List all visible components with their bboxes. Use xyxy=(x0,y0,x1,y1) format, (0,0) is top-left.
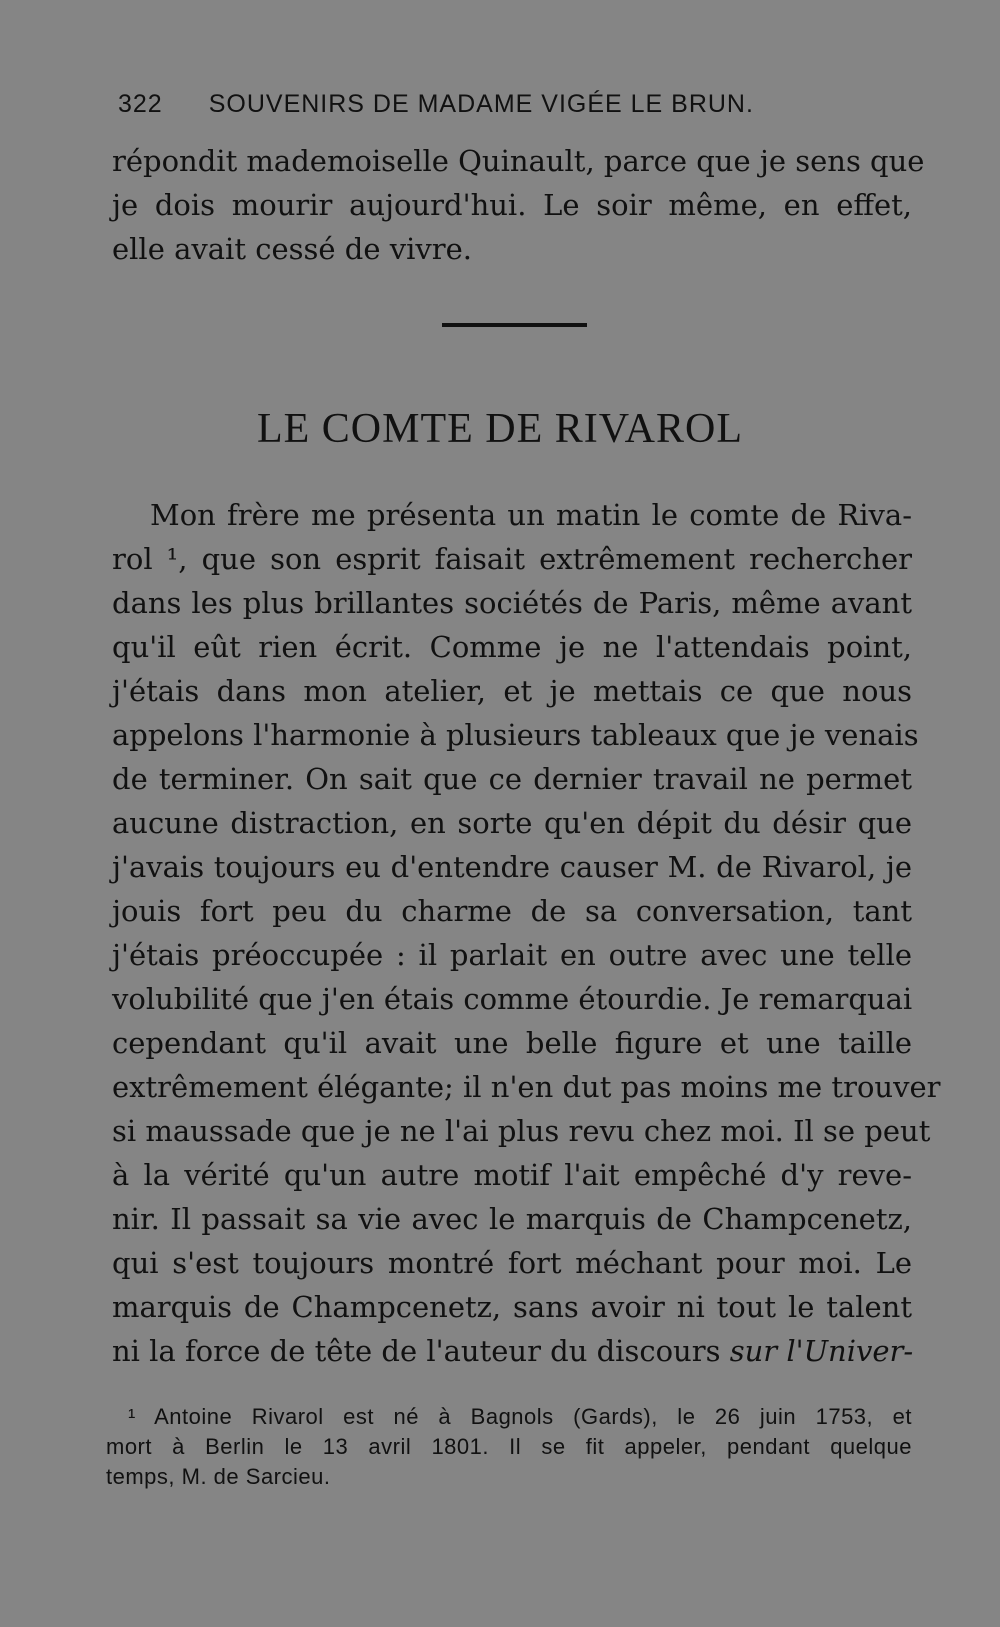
text-line: je dois mourir aujourd'hui. Le soir même, en effet, xyxy=(112,188,912,222)
text-line: j'étais préoccupée : il parlait en outre avec une telle xyxy=(112,938,912,972)
running-head-title: SOUVENIRS DE MADAME VIGÉE LE BRUN. xyxy=(208,90,754,118)
text-line-part: ni la force de tête de l'auteur du discours xyxy=(112,1334,730,1368)
footnote-line: ¹ Antoine Rivarol est né à Bagnols (Gards), le 26 juin 1753, et xyxy=(128,1404,912,1429)
text-line: à la vérité qu'un autre motif l'ait empêché d'y reve- xyxy=(112,1158,912,1192)
footnote-line: mort à Berlin le 13 avril 1801. Il se fit appeler, pendant quelque xyxy=(106,1434,912,1459)
page-number: 322 xyxy=(118,90,163,118)
text-line: de terminer. On sait que ce dernier travail ne permet xyxy=(112,762,912,796)
text-line: dans les plus brillantes sociétés de Paris, même avant xyxy=(112,586,912,620)
text-line: qu'il eût rien écrit. Comme je ne l'attendais point, xyxy=(112,630,912,664)
text-line: volubilité que j'en étais comme étourdie. Je remarquai xyxy=(112,982,913,1016)
text-line: jouis fort peu du charme de sa conversation, tant xyxy=(112,894,912,928)
text-line: nir. Il passait sa vie avec le marquis de Champcenetz, xyxy=(112,1202,912,1236)
text-line: qui s'est toujours montré fort méchant pour moi. Le xyxy=(112,1246,912,1280)
text-line: cependant qu'il avait une belle figure et une taille xyxy=(112,1026,912,1060)
text-line: aucune distraction, en sorte qu'en dépit du désir que xyxy=(112,806,912,840)
text-line-last xyxy=(112,1333,912,1369)
text-line: j'étais dans mon atelier, et je mettais ce que nous xyxy=(112,674,912,708)
running-head xyxy=(118,90,818,119)
text-line: j'avais toujours eu d'entendre causer M. de Rivarol, je xyxy=(112,850,912,884)
footnote-line: temps, M. de Sarcieu. xyxy=(106,1464,331,1489)
text-line: elle avait cessé de vivre. xyxy=(112,232,472,266)
text-line: rol ¹, que son esprit faisait extrêmement rechercher xyxy=(112,542,912,576)
italic-title-fragment: sur l'Univer- xyxy=(729,1334,914,1368)
text-line: marquis de Champcenetz, sans avoir ni tout le talent xyxy=(112,1290,912,1324)
section-divider xyxy=(442,323,587,327)
text-line: Mon frère me présenta un matin le comte de Riva- xyxy=(150,498,912,532)
text-line: répondit mademoiselle Quinault, parce que je sens que xyxy=(112,144,925,178)
chapter-title: LE COMTE DE RIVAROL xyxy=(256,406,744,452)
text-line: si maussade que je ne l'ai plus revu chez moi. Il se peut xyxy=(112,1114,931,1148)
text-line: extrêmement élégante; il n'en dut pas moins me trouver xyxy=(112,1070,941,1104)
text-line: appelons l'harmonie à plusieurs tableaux que je venais xyxy=(112,718,919,752)
